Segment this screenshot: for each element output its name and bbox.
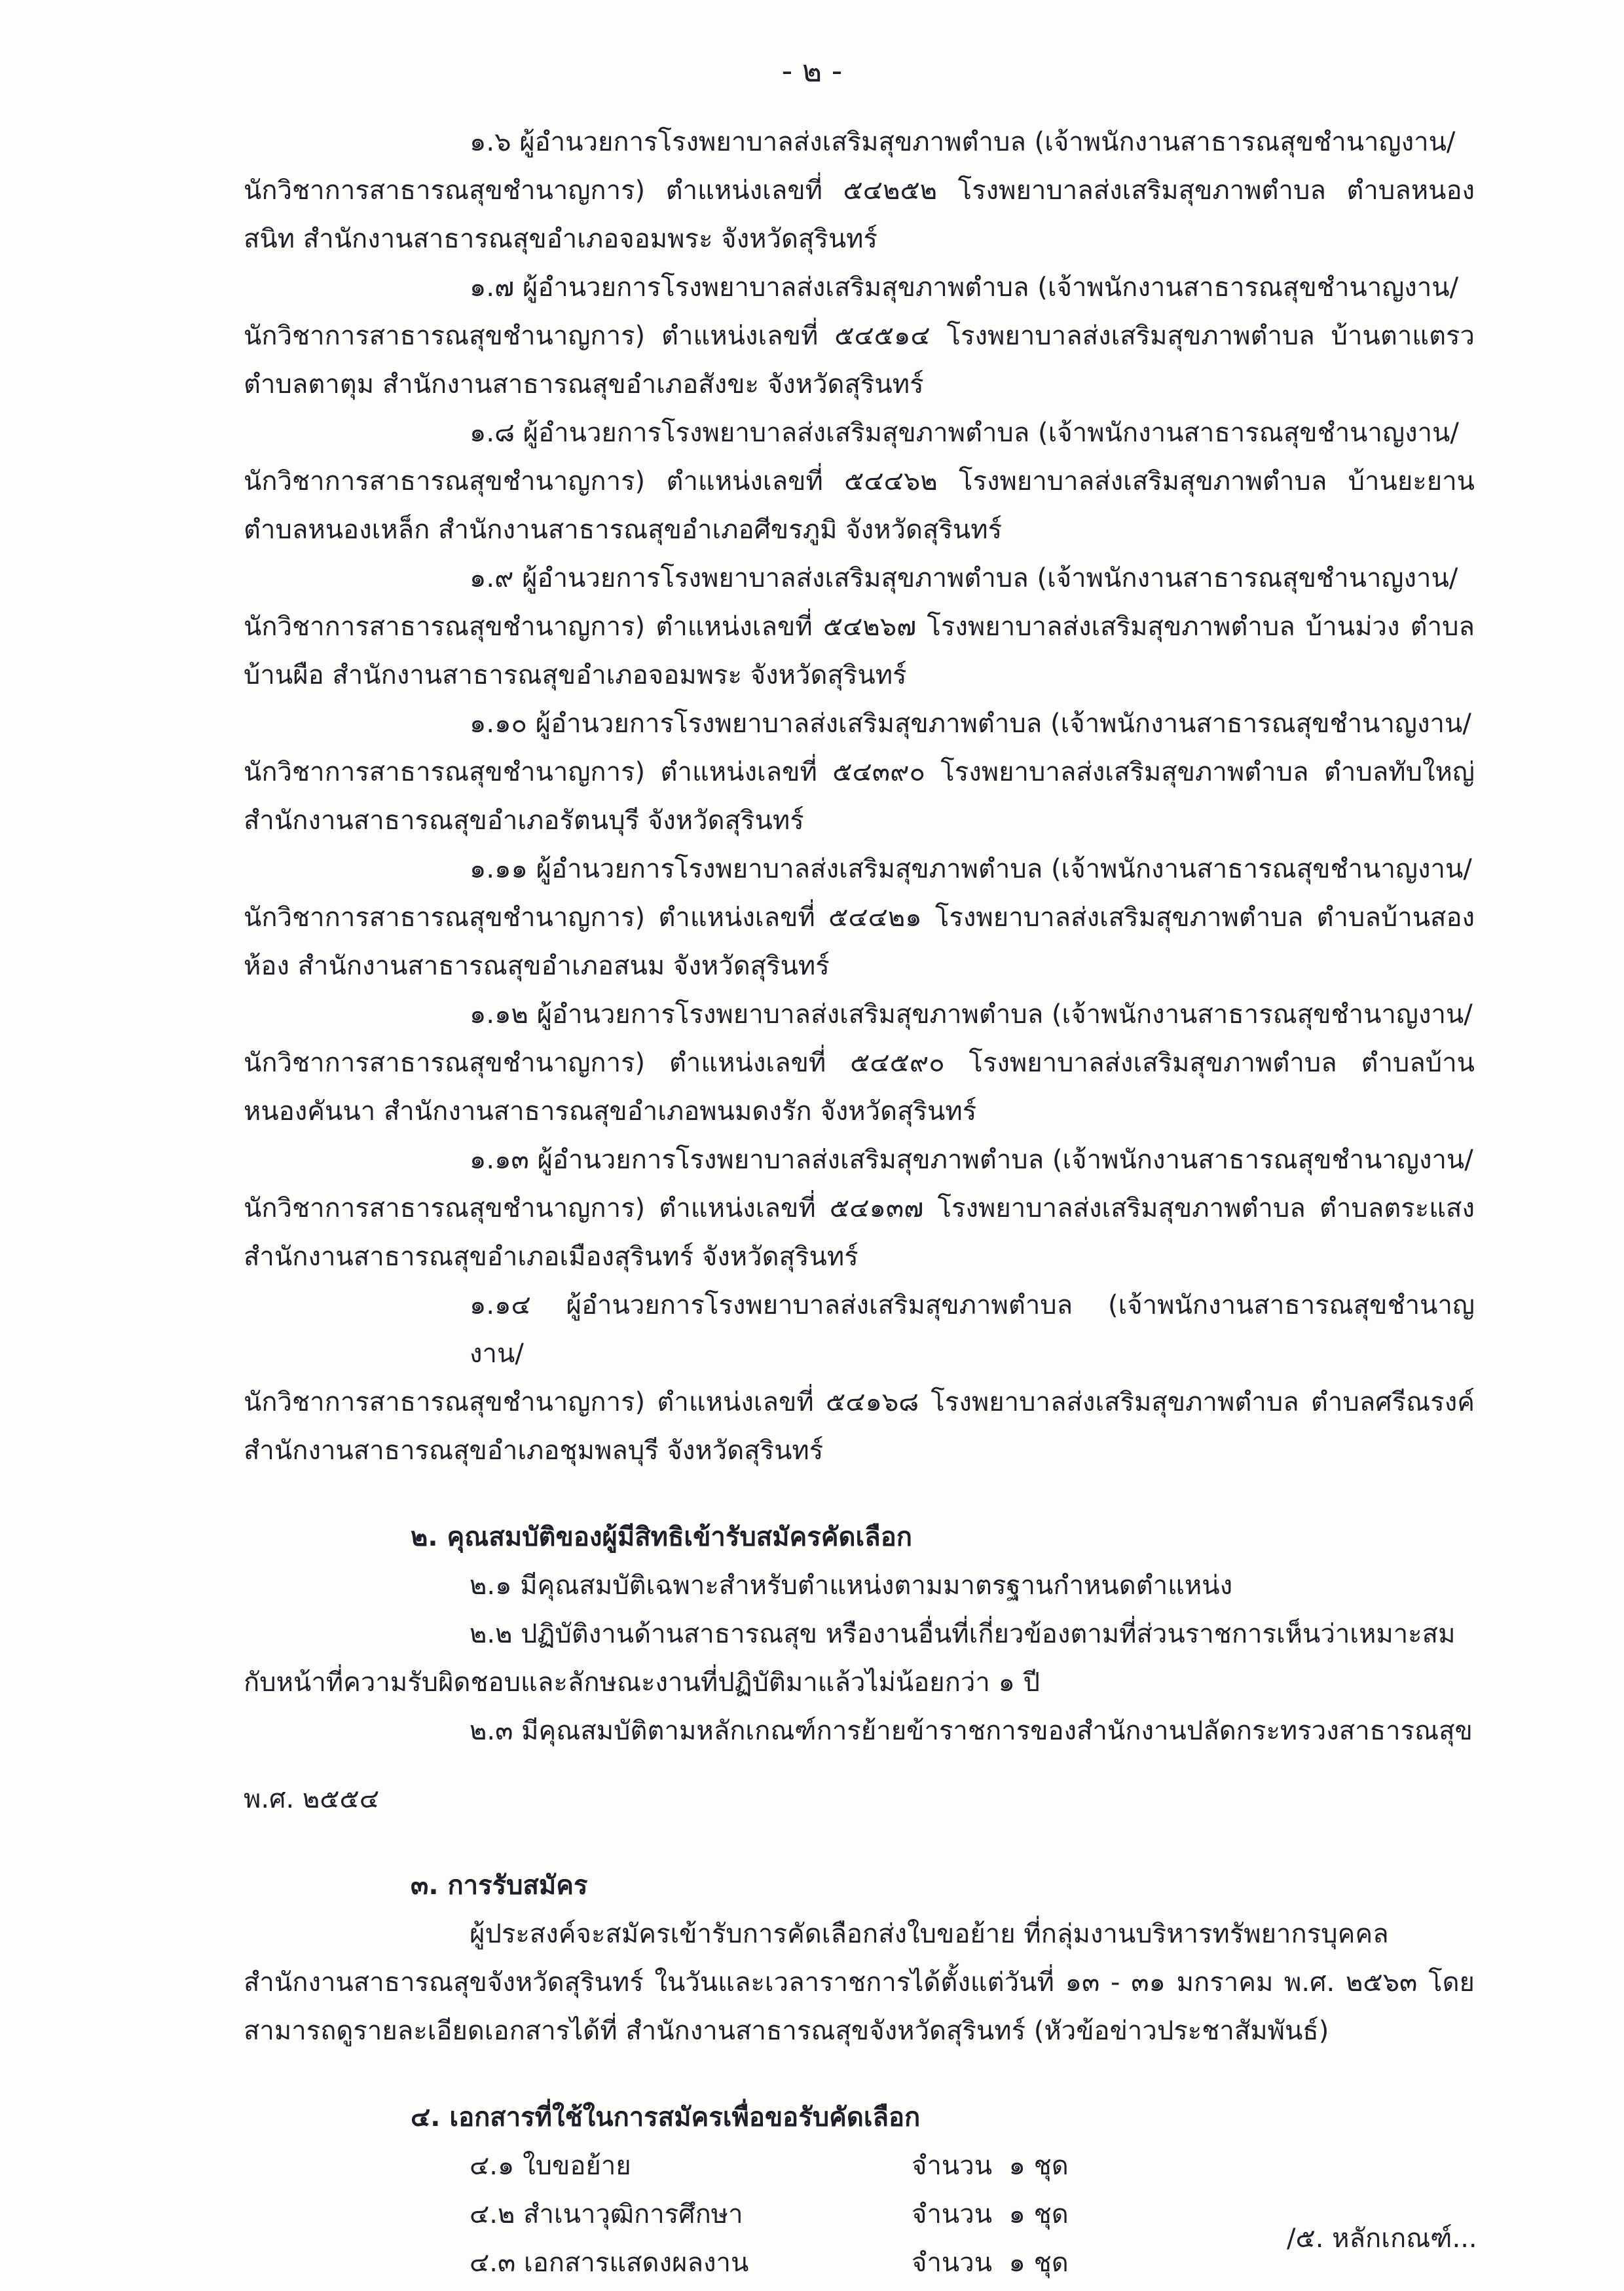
position-item-rest: นักวิชาการสาธารณสุขชำนาญการ) ตำแหน่งเลขที่ ๕๔๒๕๒ โรงพยาบาลส่งเสริมสุขภาพตำบล ตำบลหนองสนิท สำนักงานสาธารณสุขอำเภอจอมพระ จังหวัดสุรินทร์ [244, 176, 1475, 254]
position-item-rest: นักวิชาการสาธารณสุขชำนาญการ) ตำแหน่งเลขที่ ๕๔๑๖๘ โรงพยาบาลส่งเสริมสุขภาพตำบล ตำบลศรีณรงค์ สำนักงานสาธารณสุขอำเภอชุมพลบุรี จังหวัดสุรินทร์ [244, 1387, 1475, 1466]
position-item-rest: นักวิชาการสาธารณสุขชำนาญการ) ตำแหน่งเลขที่ ๕๔๓๙๐ โรงพยาบาลส่งเสริมสุขภาพตำบล ตำบลทับใหญ่ สำนักงานสาธารณสุขอำเภอรัตนบุรี จังหวัดสุรินทร์ [244, 757, 1475, 836]
qualification-item-rest: พ.ศ. ๒๕๕๔ [244, 1784, 380, 1814]
position-item-lead: ๑.๑๑ ผู้อำนวยการโรงพยาบาลส่งเสริมสุขภาพตำบล (เจ้าพนักงานสาธารณสุขชำนาญงาน/ [470, 854, 1472, 884]
qualification-item-lead: ๒.๓ มีคุณสมบัติตามหลักเกณฑ์การย้ายข้าราชการของสำนักงานปลัดกระทรวงสาธารณสุข [470, 1716, 1473, 1746]
position-item-rest: นักวิชาการสาธารณสุขชำนาญการ) ตำแหน่งเลขที่ ๕๔๕๙๐ โรงพยาบาลส่งเสริมสุขภาพตำบล ตำบลบ้านหนองคันนา สำนักงานสาธารณสุขอำเภอพนมดงรัก จังหวัดสุรินทร์ [244, 1048, 1475, 1127]
document-quantity: จำนวน ๑ ชุด [912, 2248, 1069, 2278]
position-item-lead: ๑.๑๔ ผู้อำนวยการโรงพยาบาลส่งเสริมสุขภาพตำบล (เจ้าพนักงานสาธารณสุขชำนาญงาน/ [470, 1290, 1475, 1369]
continuation-marker: /๕. หลักเกณฑ์... [1287, 2224, 1477, 2254]
qualification-item-2-2 [244, 1610, 1475, 1707]
qualifications-section [244, 1513, 1475, 1823]
position-item-rest: นักวิชาการสาธารณสุขชำนาญการ) ตำแหน่งเลขที่ ๕๔๔๒๑ โรงพยาบาลส่งเสริมสุขภาพตำบล ตำบลบ้านสองห้อง สำนักงานสาธารณสุขอำเภอสนม จังหวัดสุรินทร์ [244, 903, 1475, 981]
position-item-lead: ๑.๑๓ ผู้อำนวยการโรงพยาบาลส่งเสริมสุขภาพตำบล (เจ้าพนักงานสาธารณสุขชำนาญงาน/ [470, 1145, 1473, 1175]
position-item-1-8 [244, 409, 1475, 554]
document-body [244, 118, 1475, 2287]
document-name: ๔.๓ เอกสารแสดงผลงาน [470, 2248, 749, 2278]
position-item-1-10 [244, 699, 1475, 845]
qualification-item-2-3 [244, 1707, 1475, 1823]
application-heading: ๓. การรับสมัคร [411, 1871, 588, 1901]
document-quantity: จำนวน ๑ ชุด [912, 2151, 1069, 2181]
document-quantity: จำนวน ๑ ชุด [912, 2199, 1069, 2229]
position-item-lead: ๑.๑๐ ผู้อำนวยการโรงพยาบาลส่งเสริมสุขภาพตำบล (เจ้าพนักงานสาธารณสุขชำนาญงาน/ [470, 709, 1471, 739]
position-item-rest: นักวิชาการสาธารณสุขชำนาญการ) ตำแหน่งเลขที่ ๕๔๒๖๗ โรงพยาบาลส่งเสริมสุขภาพตำบล บ้านม่วง ตำบลบ้านผือ สำนักงานสาธารณสุขอำเภอจอมพระ จังหวัดสุรินทร์ [244, 612, 1475, 690]
position-item-rest: นักวิชาการสาธารณสุขชำนาญการ) ตำแหน่งเลขที่ ๕๔๑๓๗ โรงพยาบาลส่งเสริมสุขภาพตำบล ตำบลตระแสง สำนักงานสาธารณสุขอำเภอเมืองสุรินทร์ จังหวัดสุรินทร์ [244, 1193, 1475, 1272]
position-item-lead: ๑.๗ ผู้อำนวยการโรงพยาบาลส่งเสริมสุขภาพตำบล (เจ้าพนักงานสาธารณสุขชำนาญงาน/ [470, 272, 1459, 303]
application-paragraph-rest: สำนักงานสาธารณสุขจังหวัดสุรินทร์ ในวันและเวลาราชการได้ตั้งแต่วันที่ ๑๓ - ๓๑ มกราคม พ.ศ. ๒๕๖๓ โดยสามารถดูรายละเอียดเอกสารได้ที่ สำนักงานสาธารณสุขจังหวัดสุรินทร์ (หัวข้อข่าวประชาสัมพันธ์) [244, 1967, 1475, 2046]
document-name: ๔.๒ สำเนาวุฒิการศึกษา [470, 2199, 743, 2229]
position-item-1-14 [244, 1281, 1475, 1475]
position-item-1-6 [244, 118, 1475, 263]
position-item-1-13 [244, 1136, 1475, 1281]
position-item-rest: นักวิชาการสาธารณสุขชำนาญการ) ตำแหน่งเลขที่ ๕๔๔๖๒ โรงพยาบาลส่งเสริมสุขภาพตำบล บ้านยะยาน ตำบลหนองเหล็ก สำนักงานสาธารณสุขอำเภอศีขรภูมิ จังหวัดสุรินทร์ [244, 466, 1475, 545]
position-item-lead: ๑.๘ ผู้อำนวยการโรงพยาบาลส่งเสริมสุขภาพตำบล (เจ้าพนักงานสาธารณสุขชำนาญงาน/ [470, 418, 1459, 448]
position-item-1-11 [244, 845, 1475, 990]
qualification-item-lead: ๒.๒ ปฏิบัติงานด้านสาธารณสุข หรืองานอื่นที่เกี่ยวข้องตามที่ส่วนราชการเห็นว่าเหมาะสม [470, 1619, 1456, 1649]
qualification-item-rest: กับหน้าที่ความรับผิดชอบและลักษณะงานที่ปฏิบัติมาแล้วไม่น้อยกว่า ๑ ปี [244, 1667, 1041, 1698]
documents-list [244, 2142, 1475, 2287]
position-item-1-7 [244, 263, 1475, 409]
position-list [244, 118, 1475, 1475]
documents-heading: ๔. เอกสารที่ใช้ในการสมัครเพื่อขอรับคัดเลือก [411, 2102, 921, 2133]
position-item-rest: นักวิชาการสาธารณสุขชำนาญการ) ตำแหน่งเลขที่ ๕๔๕๑๔ โรงพยาบาลส่งเสริมสุขภาพตำบล บ้านตาแตรว ตำบลตาตุม สำนักงานสาธารณสุขอำเภอสังขะ จังหวัดสุรินทร์ [244, 321, 1475, 400]
qualification-item-2-1: ๒.๑ มีคุณสมบัติเฉพาะสำหรับตำแหน่งตามมาตรฐานกำหนดตำแหน่ง [470, 1571, 1233, 1601]
position-item-lead: ๑.๖ ผู้อำนวยการโรงพยาบาลส่งเสริมสุขภาพตำบล (เจ้าพนักงานสาธารณสุขชำนาญงาน/ [470, 127, 1456, 157]
qualifications-heading: ๒. คุณสมบัติของผู้มีสิทธิเข้ารับสมัครคัดเลือก [411, 1522, 912, 1552]
position-item-1-9 [244, 554, 1475, 699]
list-item [244, 2142, 1475, 2190]
position-item-1-12 [244, 990, 1475, 1136]
application-section [244, 1861, 1475, 2055]
position-item-lead: ๑.๑๒ ผู้อำนวยการโรงพยาบาลส่งเสริมสุขภาพตำบล (เจ้าพนักงานสาธารณสุขชำนาญงาน/ [470, 999, 1473, 1030]
application-paragraph-lead: ผู้ประสงค์จะสมัครเข้ารับการคัดเลือกส่งใบขอย้าย ที่กลุ่มงานบริหารทรัพยากรบุคคล [470, 1919, 1389, 1949]
application-paragraph [244, 1910, 1475, 2055]
page-number: - ๒ - [781, 53, 843, 88]
position-item-lead: ๑.๙ ผู้อำนวยการโรงพยาบาลส่งเสริมสุขภาพตำบล (เจ้าพนักงานสาธารณสุขชำนาญงาน/ [470, 563, 1458, 593]
document-name: ๔.๑ ใบขอย้าย [470, 2151, 631, 2181]
